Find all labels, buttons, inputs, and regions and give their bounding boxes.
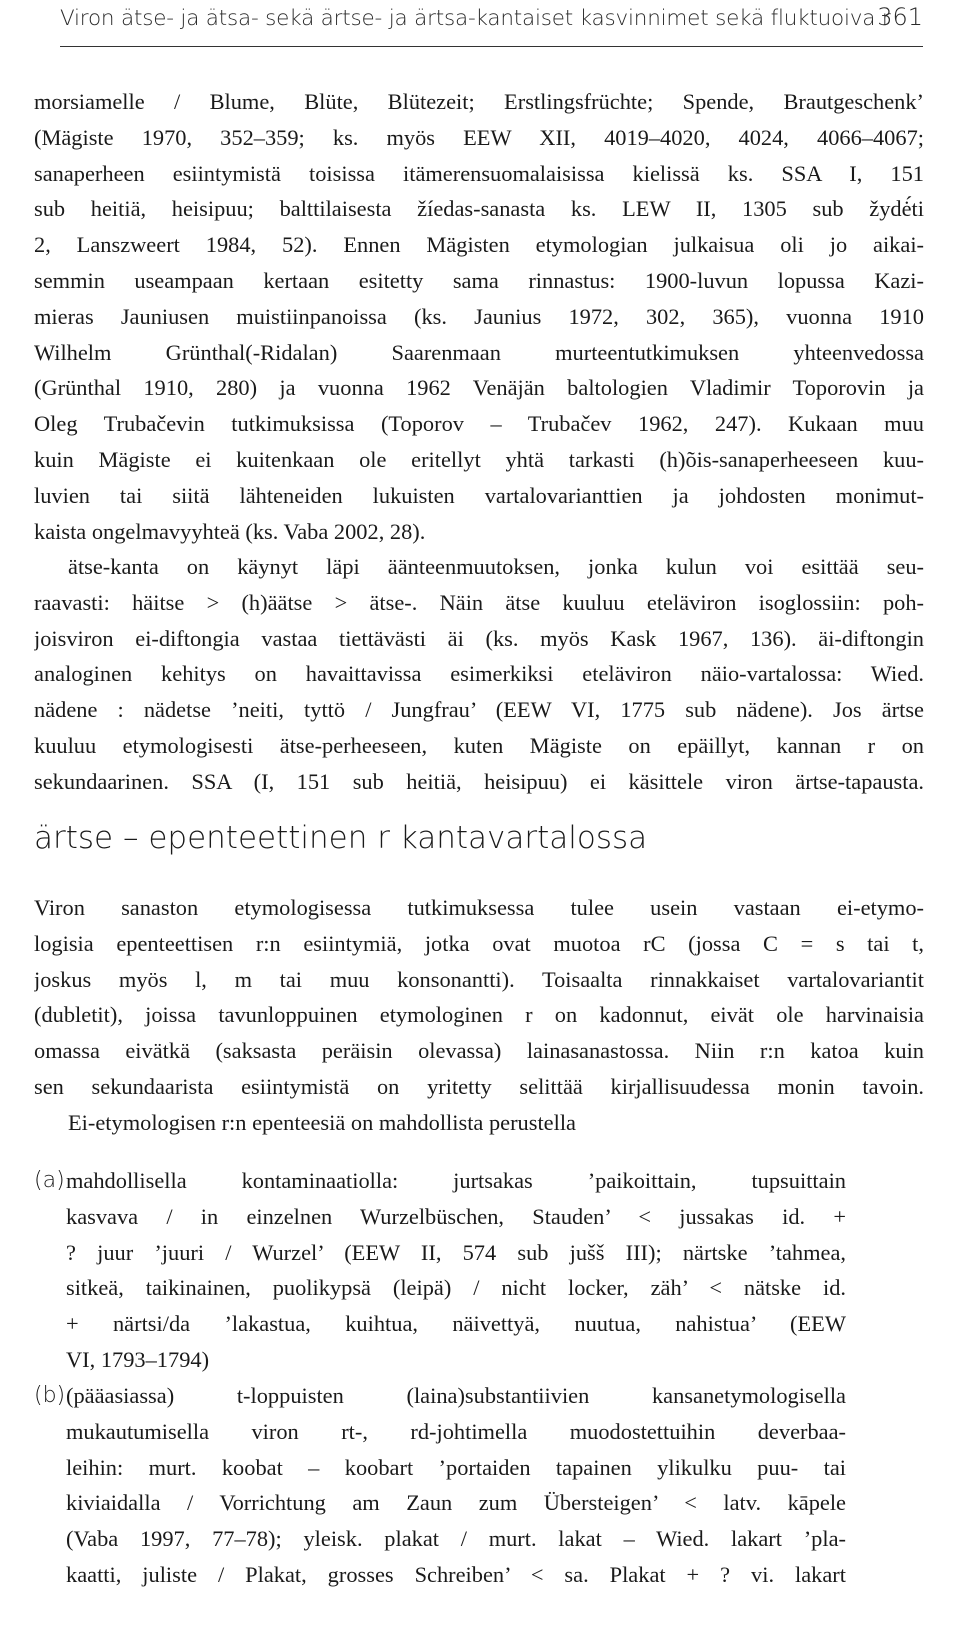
text-line: raavasti: häitse > (h)äätse > ätse-. Näin ätse kuuluu eteläviron isoglossiin: poh- <box>34 589 924 615</box>
text-line: mahdollisella kontaminaatiolla: jurtsakas ’paikoittain, tupsuittain <box>66 1168 846 1193</box>
text-line: VI, 1793–1794) <box>66 1346 210 1372</box>
text-line: Ei-etymologisen r:n epenteesiä on mahdollista perustella <box>68 1110 576 1135</box>
section-heading: ärtse – epenteettinen r kantavartalossa <box>34 820 648 856</box>
list-label: (b) <box>34 1383 66 1408</box>
paragraph-intro-list <box>34 1105 924 1141</box>
text-line: sen sekundaarista esiintymistä on yritetty selittää kirjallisuudessa monin tavoin. <box>34 1073 924 1099</box>
text-line: sekundaarinen. SSA (I, 151 sub heitiä, heisipuu) ei käsittele viron ärtse-tapausta. <box>34 768 924 794</box>
text-line: (Grünthal 1910, 280) ja vuonna 1962 Venäjän baltologien Vladimir Toporovin ja <box>34 375 924 401</box>
text-line: joisviron ei-diftongia vastaa tiettävästi äi (ks. myös Kask 1967, 136). äi-diftongin <box>34 625 924 651</box>
text-line: kiviaidalla / Vorrichtung am Zaun zum Übersteigen’ < latv. kāpele <box>66 1490 846 1516</box>
text-line: semmin useampaan kertaan esitetty sama rinnastus: 1900-luvun lopussa Kazi- <box>34 267 924 293</box>
text-line: (Vaba 1997, 77–78); yleisk. plakat / murt. lakat – Wied. lakart ’pla- <box>66 1526 846 1552</box>
header-rule <box>60 46 923 47</box>
text-line: mukautumisella viron rt-, rd-johtimella muodostettuihin deverbaa- <box>66 1418 846 1444</box>
text-line: kaista ongelmavyyhteä (ks. Vaba 2002, 28). <box>34 518 426 544</box>
text-line: Viron sanaston etymologisessa tutkimuksessa tulee usein vastaan ei-etymo- <box>34 895 924 920</box>
text-line: Oleg Trubačevin tutkimuksissa (Toporov – Trubačev 1962, 247). Kukaan muu <box>34 411 924 437</box>
text-line: analoginen kehitys on havaittavissa esimerkiksi eteläviron näio-vartalossa: Wied. <box>34 661 924 687</box>
text-line: (dubletit), joissa tavunloppuinen etymologinen r on kadonnut, eivät ole harvinaisia <box>34 1002 924 1028</box>
paragraph-continuation <box>34 84 924 549</box>
list-label: (a) <box>34 1168 65 1193</box>
paragraph-atse <box>34 549 924 800</box>
text-line: kaatti, juliste / Plakat, grosses Schreiben’ < sa. Plakat + ? vi. lakart <box>66 1561 846 1587</box>
text-line: Wilhelm Grünthal(-Ridalan) Saarenmaan murteentutkimuksen yhteenvedossa <box>34 339 924 365</box>
text-line: joskus myös l, m tai muu konsonantti). Toisaalta rinnakkaiset vartalovariantit <box>34 966 924 992</box>
text-line: sitkeä, taikinainen, puolikypsä (leipä) / nicht locker, zäh’ < nätske id. <box>66 1275 846 1301</box>
text-line: nädene : nädetse ’neiti, tyttö / Jungfrau’ (EEW VI, 1775 sub nädene). Jos ärtse <box>34 697 924 723</box>
list-item-body <box>66 1163 846 1378</box>
text-line: luvien tai siitä lähteneiden lukuisten vartalovarianttien ja johdosten monimut- <box>34 482 924 508</box>
text-line: sub heitiä, heisipuu; balttilaisesta žíedas-sanasta ks. LEW II, 1305 sub žydė́ti <box>34 196 924 222</box>
paragraph-epenthesis <box>34 890 924 1105</box>
text-line: omassa eivätkä (saksasta peräisin olevassa) lainasanastossa. Niin r:n katoa kuin <box>34 1038 924 1064</box>
text-line: mieras Jauniusen muistiinpanoissa (ks. Jaunius 1972, 302, 365), vuonna 1910 <box>34 303 924 329</box>
text-line: 2, Lanszweert 1984, 52). Ennen Mägisten etymologian julkaisua oli jo aikai- <box>34 232 924 258</box>
text-line: (Mägiste 1970, 352–359; ks. myös EEW XII, 4019–4020, 4024, 4066–4067; <box>34 124 924 150</box>
page-number: 361 <box>877 3 923 31</box>
text-line: kuin Mägiste ei kuitenkaan ole eritellyt yhtä tarkasti (h)õis-sanaperheeseen kuu- <box>34 446 924 472</box>
running-header-title: Viron ätse- ja ätsa- sekä ärtse- ja ärtsa-kantaiset kasvinnimet sekä fluktuoiva r <box>60 6 891 31</box>
text-line: (pääasiassa) t-loppuisten (laina)substantiivien kansanetymologisella <box>66 1383 846 1408</box>
text-line: sanaperheen esiintymistä toisissa itämerensuomalaisissa kielissä ks. SSA I, 151 <box>34 160 924 186</box>
list-item-body <box>66 1378 846 1593</box>
text-line: morsiamelle / Blume, Blüte, Blütezeit; Erstlingsfrüchte; Spende, Brautgeschenk’ <box>34 89 924 114</box>
text-line: + närtsi/da ’lakastua, kuihtua, näivettyä, nuutua, nahistua’ (EEW <box>66 1311 846 1337</box>
text-line: leihin: murt. koobat – koobart ’portaiden tapainen ylikulku puu- tai <box>66 1454 846 1480</box>
text-line: kasvava / in einzelnen Wurzelbüschen, Stauden’ < jussakas id. + <box>66 1203 846 1229</box>
text-line: ätse-kanta on käynyt läpi äänteenmuutoksen, jonka kulun voi esittää seu- <box>68 554 924 579</box>
text-line: logisia epenteettisen r:n esiintymiä, jotka ovat muotoa rC (jossa C = s tai t, <box>34 930 924 956</box>
text-line: ? juur ’juuri / Wurzel’ (EEW II, 574 sub jušš III); närtske ’tahmea, <box>66 1239 846 1265</box>
text-line: kuuluu etymologisesti ätse-perheeseen, kuten Mägiste on epäillyt, kannan r on <box>34 732 924 758</box>
running-header <box>60 0 923 46</box>
